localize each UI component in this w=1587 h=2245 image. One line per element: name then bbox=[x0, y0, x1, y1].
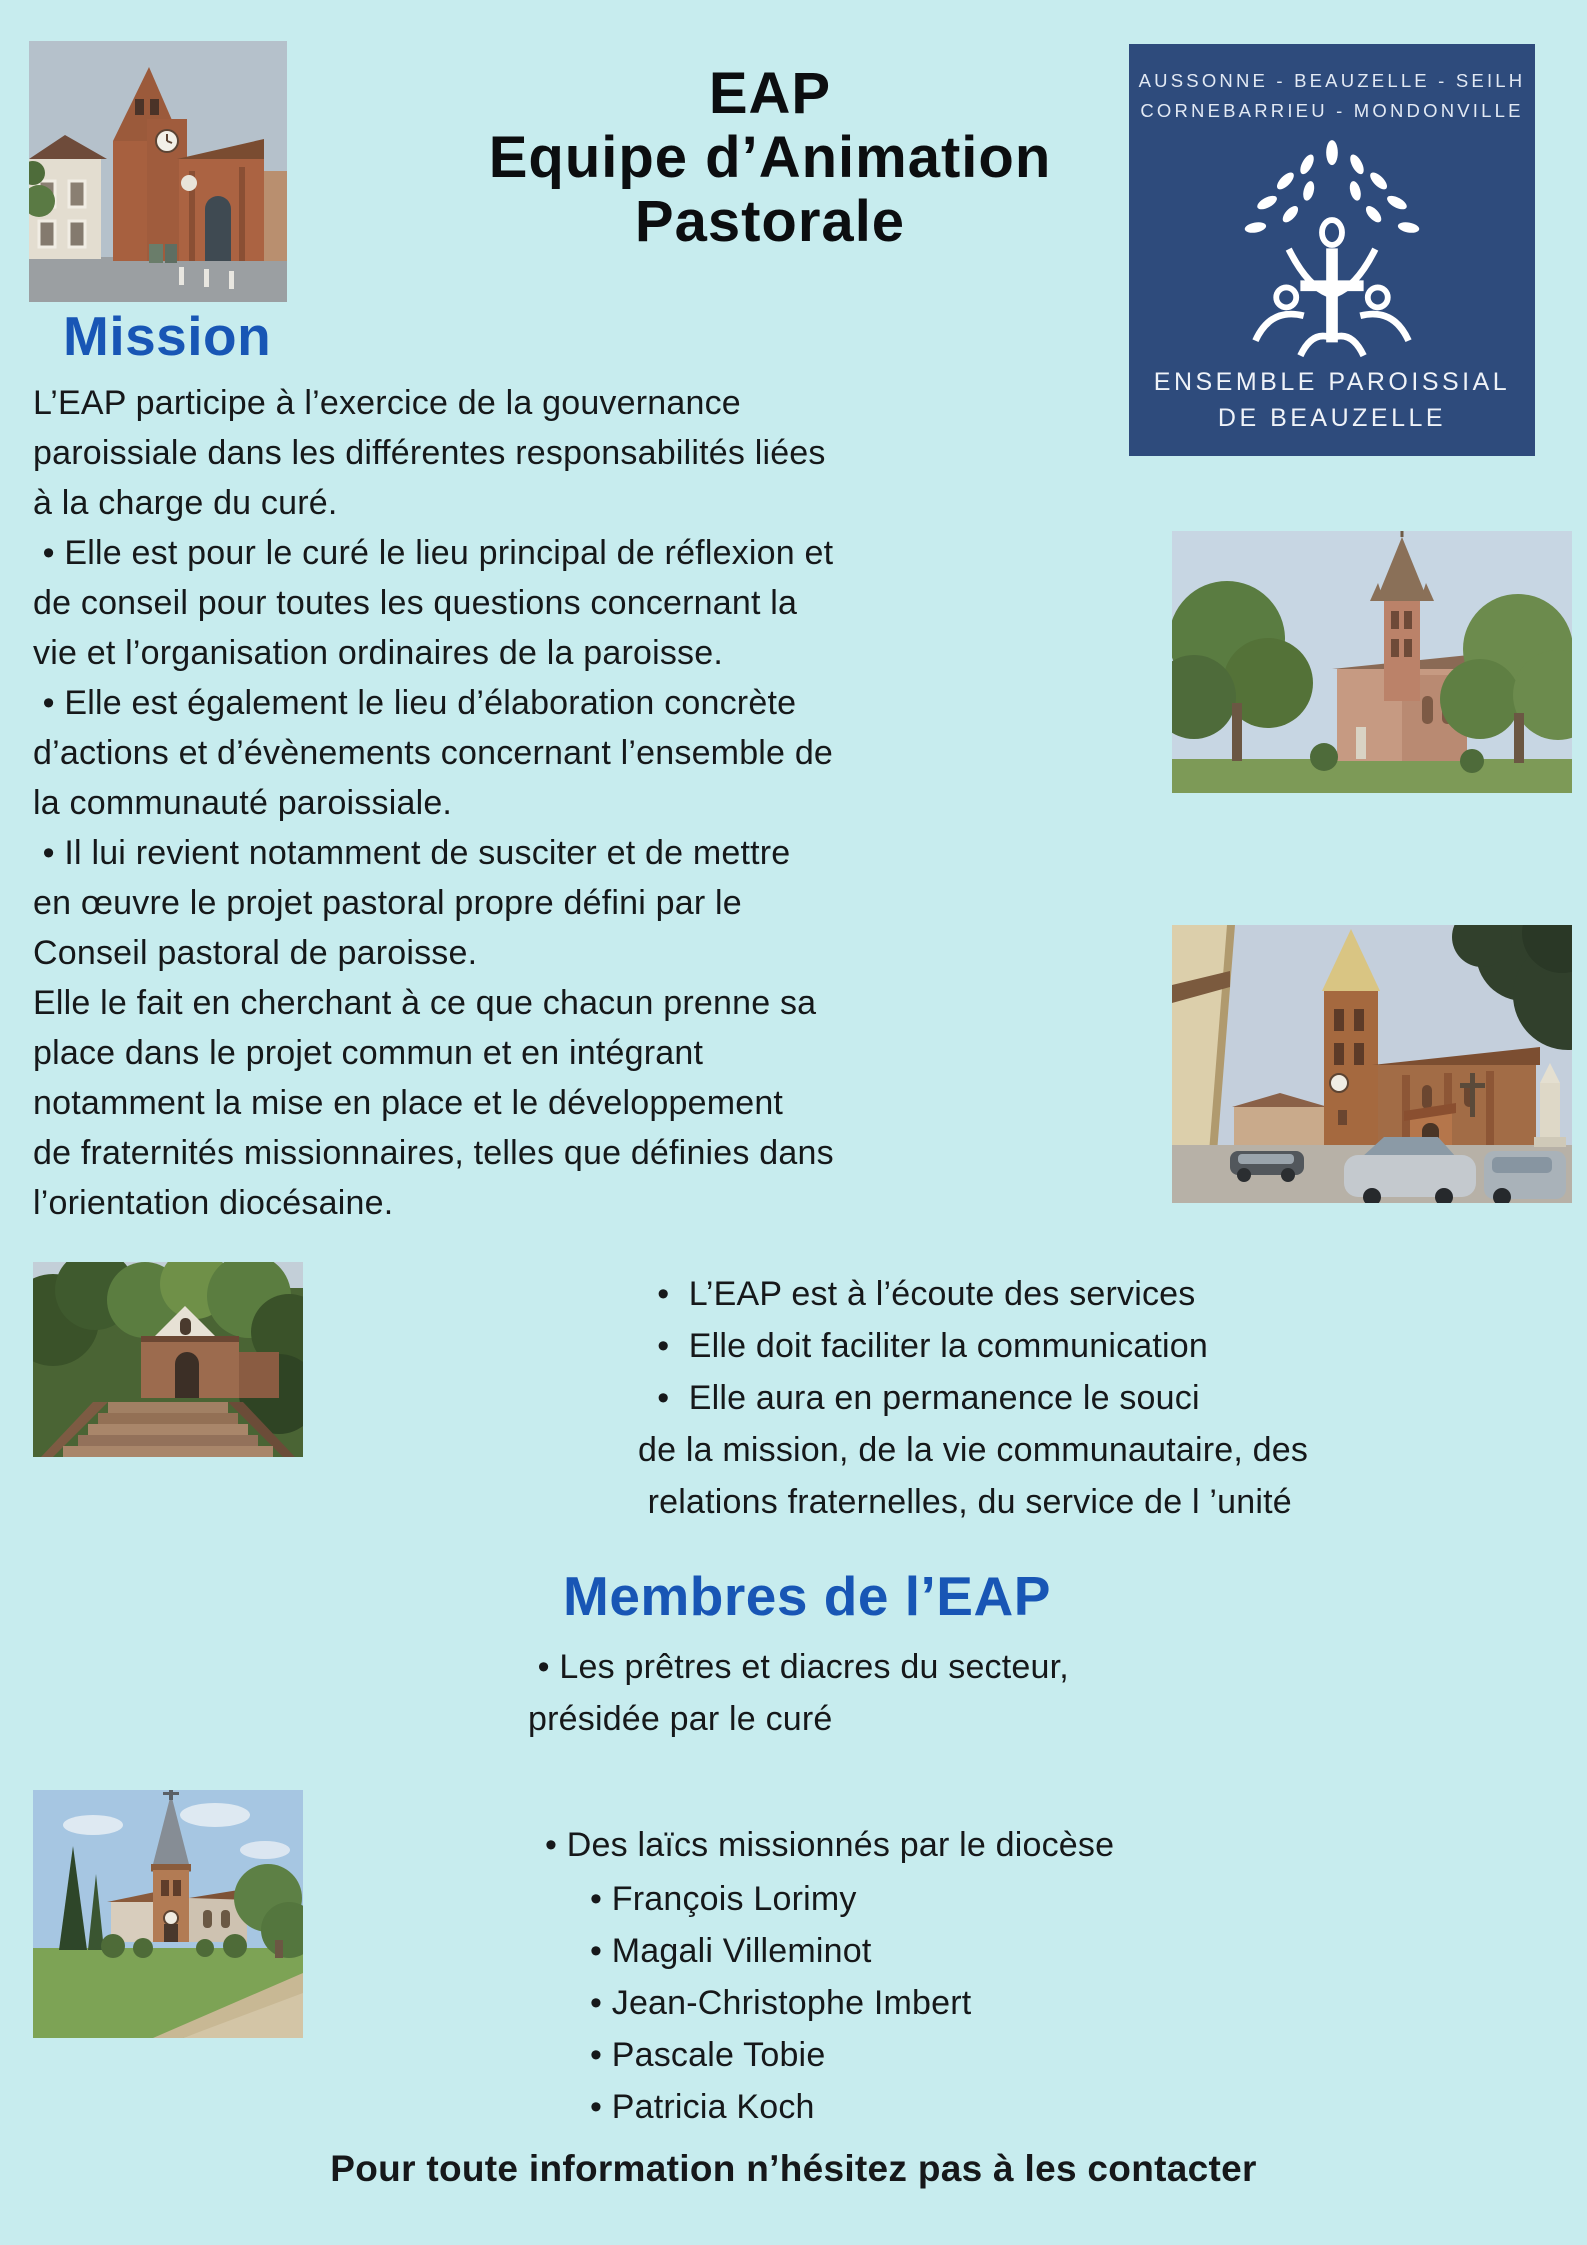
mission-line: vie et l’organisation ordinaires de la paroisse. bbox=[33, 634, 723, 672]
mission-line: place dans le projet commun et en intégrant bbox=[33, 1034, 704, 1072]
mission-line: • Elle est pour le curé le lieu principal de réflexion et bbox=[33, 534, 834, 572]
mission-line: • Elle est également le lieu d’élaboration concrète bbox=[33, 684, 797, 722]
title-line: Pastorale bbox=[634, 189, 906, 254]
members-intro-line: présidée par le curé bbox=[528, 1700, 833, 1738]
tree-of-people-icon bbox=[1207, 126, 1457, 364]
member-name: • Pascale Tobie bbox=[590, 2036, 826, 2074]
member-name: • Jean-Christophe Imbert bbox=[590, 1984, 972, 2022]
mission-line: d’actions et d’évènements concernant l’ensemble de bbox=[33, 734, 834, 772]
members-intro bbox=[528, 1648, 1069, 1752]
focus-line: relations fraternelles, du service de l ’unité bbox=[638, 1483, 1292, 1521]
members-intro-line: • Les prêtres et diacres du secteur, bbox=[528, 1648, 1069, 1686]
member-name: • Patricia Koch bbox=[590, 2088, 815, 2126]
mission-line: à la charge du curé. bbox=[33, 484, 338, 522]
focus-list bbox=[638, 1275, 1308, 1535]
member-names-list bbox=[590, 1880, 971, 2140]
mission-line: en œuvre le projet pastoral propre défini par le bbox=[33, 884, 742, 922]
focus-line: • Elle doit faciliter la communication bbox=[638, 1327, 1208, 1365]
mission-line: L’EAP participe à l’exercice de la gouvernance bbox=[33, 384, 741, 422]
members-heading: Membres de l’EAP bbox=[563, 1565, 1051, 1627]
focus-line: • L’EAP est à l’écoute des services bbox=[638, 1275, 1196, 1313]
photo-chapel-trees bbox=[1172, 531, 1572, 793]
mission-heading: Mission bbox=[63, 305, 272, 367]
photo-village-church bbox=[29, 41, 287, 302]
photo-church-lawn bbox=[33, 1790, 303, 2038]
member-name: • François Lorimy bbox=[590, 1880, 857, 1918]
mission-paragraph bbox=[33, 384, 1183, 1234]
mission-line: Elle le fait en cherchant à ce que chacun prenne sa bbox=[33, 984, 817, 1022]
photo-church-square bbox=[1172, 925, 1572, 1203]
logo-towns bbox=[1139, 66, 1526, 126]
title-line: EAP bbox=[708, 61, 832, 126]
photo-church-steps bbox=[33, 1262, 303, 1457]
logo-organization bbox=[1154, 364, 1510, 436]
title-line: Equipe d’Animation bbox=[488, 125, 1052, 190]
mission-line: la communauté paroissiale. bbox=[33, 784, 453, 822]
mission-line: notamment la mise en place et le développement bbox=[33, 1084, 784, 1122]
mission-line: l’orientation diocésaine. bbox=[33, 1184, 394, 1222]
parish-logo bbox=[1129, 44, 1535, 456]
mission-line: de conseil pour toutes les questions concernant la bbox=[33, 584, 798, 622]
mission-line: Conseil pastoral de paroisse. bbox=[33, 934, 478, 972]
mission-line: paroissiale dans les différentes responsabilités liées bbox=[33, 434, 826, 472]
page-title bbox=[400, 62, 1140, 254]
focus-line: de la mission, de la vie communautaire, des bbox=[638, 1431, 1309, 1469]
contact-footer: Pour toute information n’hésitez pas à les contacter bbox=[330, 2148, 1257, 2189]
laics-intro: • Des laïcs missionnés par le diocèse bbox=[545, 1826, 1115, 1864]
mission-line: • Il lui revient notamment de susciter et de mettre bbox=[33, 834, 791, 872]
logo-towns-line: AUSSONNE - BEAUZELLE - SEILH bbox=[1138, 70, 1526, 91]
mission-line: de fraternités missionnaires, telles que définies dans bbox=[33, 1134, 834, 1172]
member-name: • Magali Villeminot bbox=[590, 1932, 872, 1970]
focus-line: • Elle aura en permanence le souci bbox=[638, 1379, 1200, 1417]
logo-organization-line: DE BEAUZELLE bbox=[1217, 404, 1447, 432]
logo-organization-line: ENSEMBLE PAROISSIAL bbox=[1153, 368, 1511, 396]
logo-towns-line: CORNEBARRIEU - MONDONVILLE bbox=[1140, 100, 1524, 121]
